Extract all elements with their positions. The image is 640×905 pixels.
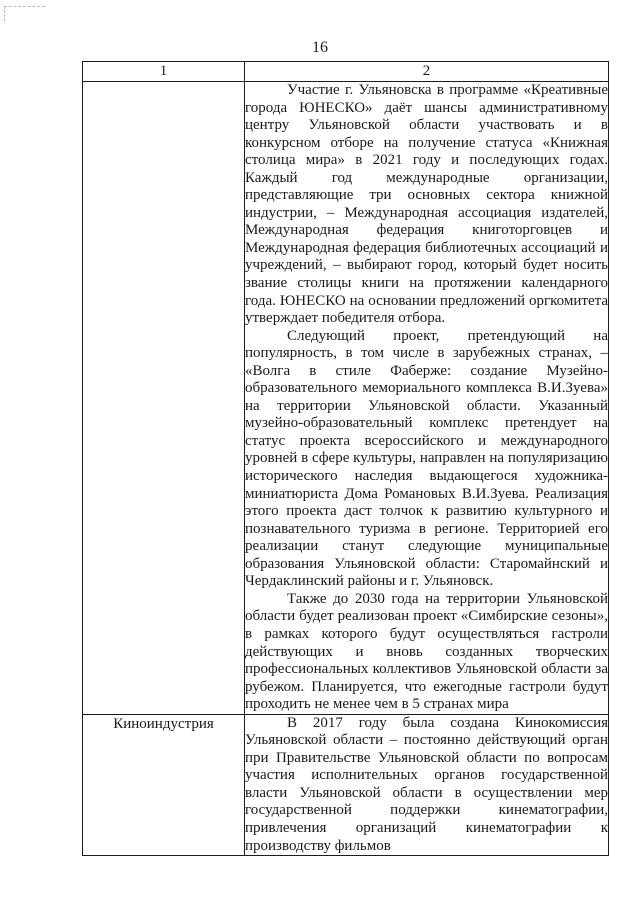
page-number: 16 [312,39,328,56]
table-row [83,714,609,855]
document-table [82,61,609,856]
row-content [245,82,609,715]
column-header-2: 2 [245,62,609,82]
table-row [83,82,609,715]
paragraph: Следующий проект, претендующий на популярность, в том числе в зарубежных странах, – «Волга в стиле Фаберже: создание Музейно-образовательного мемориального комплекса В.И.Зуева» на территории Ульяновской области. Указанный музейно-образовательный комплекс претендует на статус проекта всероссийского и международного уровней в сфере культуры, направлен на популяризацию исторического наследия выдающегося художника-миниатюриста Дома Романовых В.И.Зуева. Реализация этого проекта даст толчок к развитию культурного и познавательного туризма в регионе. Территорией его реализации станут следующие муниципальные образования Ульяновской области: Старомайнский и Чердаклинский районы и г. Ульяновск. [245,327,608,590]
row-content [245,714,609,855]
column-header-1: 1 [83,62,245,82]
table-header-row [83,62,609,82]
paragraph: Участие г. Ульяновска в программе «Креативные города ЮНЕСКО» даёт шансы административному центру Ульяновской области участвовать и в конкурсном отборе на получение статуса «Книжная столица мира» в 2021 году и последующих годах. Каждый год международные организации, представляющие три основных сектора книжной индустрии, – Международная ассоциация издателей, Международная федерация книготорговцев и Международная федерация библиотечных ассоциаций и учреждений, – выбирают город, который будет носить звание столицы книги на протяжении календарного года. ЮНЕСКО на основании предложений оргкомитета утверждает победителя отбора. [245,82,608,327]
scan-corner-mark [4,6,45,21]
row-label: Киноиндустрия [83,714,245,855]
paragraph: Также до 2030 года на территории Ульяновской области будет реализован проект «Симбирские сезоны», в рамках которого будут осуществляться гастроли действующих и вновь созданных творческих профессиональных коллективов Ульяновской области за рубежом. Планируется, что ежегодные гастроли будут проходить не менее чем в 5 странах мира [245,590,608,713]
row-label [83,82,245,715]
paragraph: В 2017 году была создана Кинокомиссия Ульяновской области – постоянно действующий орган при Правительстве Ульяновской области по вопросам участия исполнительных органов государственной власти Ульяновской области в осуществлении мер государственной поддержки кинематографии, привлечения организаций кинематографии к производству фильмов [245,714,608,854]
